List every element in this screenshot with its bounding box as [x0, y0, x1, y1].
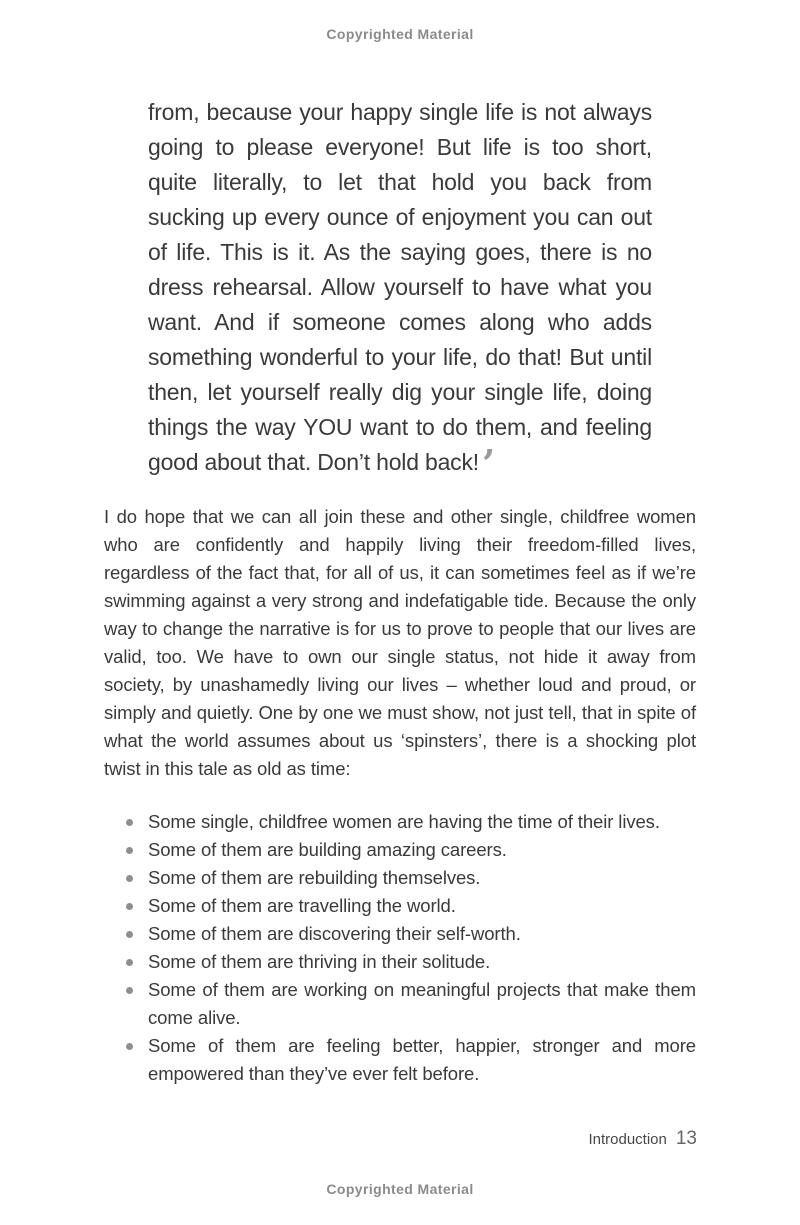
feature-list [104, 808, 696, 1088]
list-item-text: Some of them are building amazing careers. [148, 839, 507, 860]
copyright-bottom-label: Copyrighted Material [326, 1181, 474, 1197]
bullet-icon [126, 1043, 133, 1050]
list-item-text: Some of them are thriving in their solitude. [148, 951, 491, 972]
list-item [104, 836, 696, 864]
bullet-icon [126, 959, 133, 966]
footer-section-label: Introduction [588, 1131, 667, 1148]
footer-page-number: 13 [675, 1128, 697, 1149]
page-footer [588, 1128, 697, 1150]
list-item [104, 1032, 696, 1088]
bullet-icon [126, 847, 133, 854]
list-item [104, 864, 696, 892]
bullet-icon [126, 819, 133, 826]
intro-paragraph: I do hope that we can all join these and other single, childfree women who are confidently and happily living their freedom-filled lives, regardless of the fact that, for all of us, it can sometimes feel as if we’re swimming against a very strong and indefatigable tide. Because the only way to change the narrative is for us to prove to people that our lives are valid, too. We have to own our single status, not hide it away from society, by unashamedly living our lives – whether loud and proud, or simply and quietly. One by one we must show, not just tell, that in spite of what the world assumes about us ‘spinsters’, there is a shocking plot twist in this tale as old as time: [104, 506, 696, 779]
pull-quote: from, because your happy single life is not always going to please everyone! But life is too short, quite literally, to let that hold you back from sucking up every ounce of enjoyment you can out of life. This is it. As the saying goes, there is no dress rehearsal. Allow yourself to have what you want. And if someone comes along who adds something wonderful to your life, do that! But until then, let yourself really dig your single life, doing things the way YOU want to do them, and feeling good about that. Don’t hold back!’ [148, 99, 652, 486]
copyright-top-label: Copyrighted Material [326, 26, 474, 42]
list-item [104, 976, 696, 1032]
list-item [104, 948, 696, 976]
list-item [104, 920, 696, 948]
list-item-text: Some of them are rebuilding themselves. [148, 867, 481, 888]
bullet-icon [126, 987, 133, 994]
list-item-text: Some of them are discovering their self-worth. [148, 923, 521, 944]
bullet-icon [126, 931, 133, 938]
bullet-icon [126, 903, 133, 910]
list-item-text: Some of them are travelling the world. [148, 895, 456, 916]
list-item [104, 892, 696, 920]
bullet-icon [126, 875, 133, 882]
list-item-text: Some of them are working on meaningful projects that make them come alive. [148, 979, 696, 1028]
pull-quote-text: from, because your happy single life is not always going to please everyone! But life is too short, quite literally, to let that hold you back from sucking up every ounce of enjoyment you can out of life. This is it. As the saying goes, there is no dress rehearsal. Allow yourself to have what you want. And if someone comes along who adds something wonderful to your life, do that! But until then, let yourself really dig your single life, doing things the way YOU want to do them, and feeling good about that. Don’t hold back! [148, 99, 652, 475]
list-item [104, 808, 696, 836]
list-item-text: Some single, childfree women are having the time of their lives. [148, 811, 660, 832]
list-item-text: Some of them are feeling better, happier, stronger and more empowered than they’ve ever felt before. [148, 1035, 696, 1084]
